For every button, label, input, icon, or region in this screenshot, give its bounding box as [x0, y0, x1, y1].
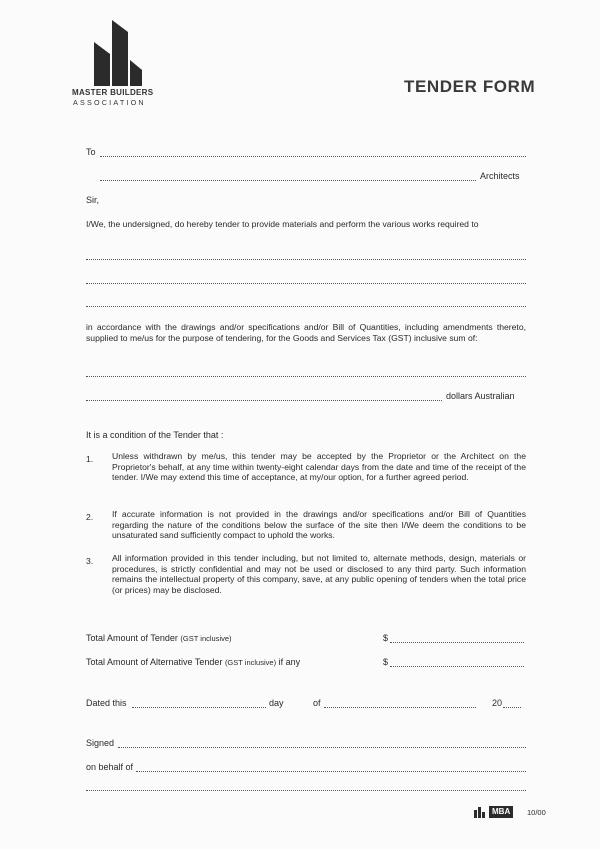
mba-logo — [72, 20, 172, 110]
dated-label: Dated this — [86, 698, 127, 708]
dated-year-field[interactable] — [503, 707, 521, 708]
dated-month-field[interactable] — [324, 707, 476, 708]
condition-2-number: 2. — [86, 512, 94, 522]
footer-mba-icon — [474, 807, 488, 818]
alt-tender-label: Total Amount of Alternative Tender — [86, 657, 223, 667]
behalf-field[interactable] — [136, 771, 526, 772]
sum-line-2[interactable] — [86, 400, 442, 401]
signed-label: Signed — [86, 738, 115, 748]
to-field[interactable] — [100, 156, 526, 157]
total-tender-note: (GST inclusive) — [180, 634, 232, 643]
mba-logo-icon — [90, 20, 150, 86]
architect-name-field[interactable] — [100, 180, 476, 181]
logo-org-line2: ASSOCIATION — [73, 98, 146, 107]
alt-tender-field[interactable] — [390, 666, 524, 667]
works-line-2[interactable] — [86, 283, 526, 284]
total-tender-currency: $ — [383, 633, 389, 643]
alt-tender-note: (GST inclusive) — [224, 658, 277, 667]
condition-intro: It is a condition of the Tender that : — [86, 430, 224, 440]
year-prefix: 20 — [492, 698, 503, 708]
to-label: To — [86, 147, 96, 157]
total-tender-row — [86, 633, 232, 644]
behalf-label: on behalf of — [86, 762, 134, 772]
condition-3-number: 3. — [86, 556, 94, 566]
total-tender-label: Total Amount of Tender — [86, 633, 178, 643]
alt-tender-row — [86, 657, 300, 668]
day-label: day — [269, 698, 284, 708]
condition-1-number: 1. — [86, 454, 94, 464]
works-line-3[interactable] — [86, 306, 526, 307]
salutation: Sir, — [86, 195, 100, 205]
dated-day-field[interactable] — [132, 707, 266, 708]
accordance-paragraph: in accordance with the drawings and/or specifications and/or Bill of Quantities, including amendments thereto, supplied to me/us for the purpose of tendering, for the Goods and Services Tax (GST) inclusive sum of: — [86, 322, 526, 343]
footer-mba-label: MBA — [489, 806, 513, 818]
behalf-field-2[interactable] — [86, 790, 526, 791]
condition-2-text: If accurate information is not provided in the drawings and/or specifications and/or Bill of Quantities regarding the nature of the conditions below the surface of the site then I/We deem the conditions to be unsaturated sand sufficiently compact to uphold the works. — [112, 509, 526, 541]
architects-label: Architects — [480, 171, 520, 181]
dollars-label: dollars Australian — [446, 391, 515, 401]
total-tender-field[interactable] — [390, 642, 524, 643]
page-title: TENDER FORM — [404, 77, 536, 96]
footer-code: 10/00 — [527, 808, 546, 817]
alt-tender-currency: $ — [383, 657, 389, 667]
condition-3-text: All information provided in this tender including, but not limited to, alternate methods, design, materials or procedures, is strictly confidential and may not be used or disclosed to any third party. Such information remains the intellectual property of this company, save, at any public opening of tenders when the total price (or prices) may be disclosed. — [112, 553, 526, 595]
logo-org-line1: MASTER BUILDERS — [72, 88, 154, 97]
intro-paragraph: I/We, the undersigned, do hereby tender to provide materials and perform the various works required to — [86, 219, 479, 229]
condition-1-text: Unless withdrawn by me/us, this tender may be accepted by the Proprietor or the Architect on the Proprietor's behalf, at any time within twenty-eight calendar days from the date and time of the receipt of the tender. I/We may extend this time of acceptance, at my/our option, for a further agreed period. — [112, 451, 526, 483]
sum-line-1[interactable] — [86, 376, 526, 377]
of-label: of — [313, 698, 321, 708]
works-line-1[interactable] — [86, 259, 526, 260]
signed-field[interactable] — [118, 747, 526, 748]
alt-tender-suffix: if any — [278, 657, 301, 667]
